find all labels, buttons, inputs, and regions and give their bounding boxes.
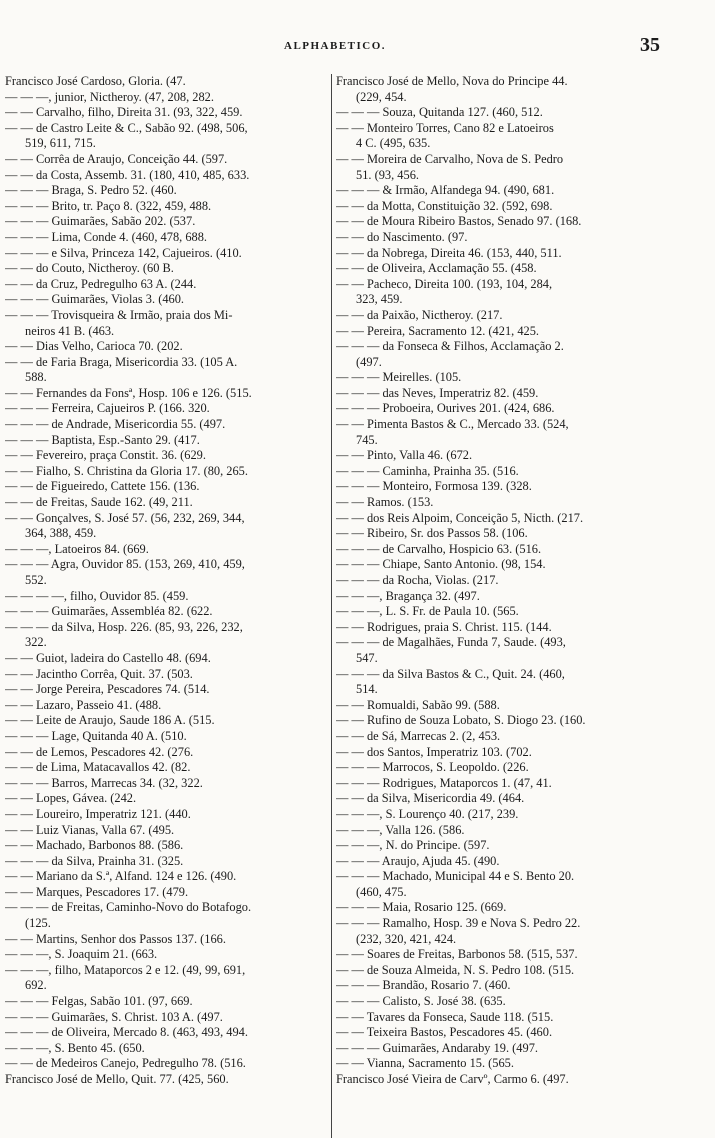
directory-entry-line: — — Gonçalves, S. José 57. (56, 232, 269, 344, [5,510,245,525]
directory-entry-line: — — — Rodrigues, Mataporcos 1. (47, 41. [336,775,552,790]
directory-entry-line: — — Ramos. (153. [336,495,434,510]
directory-entry-line: 4 C. (495, 635. [356,136,431,151]
directory-entry-line: — — — Trovisqueira & Irmão, praia dos Mi- [5,307,233,322]
directory-entry-line: — — Moreira de Carvalho, Nova de S. Pedro [336,151,564,166]
directory-entry-line: — — — Baptista, Esp.-Santo 29. (417. [5,432,200,447]
directory-entry-line: — — — Monteiro, Formosa 139. (328. [336,479,532,494]
directory-entry-line: — — de Figueiredo, Cattete 156. (136. [5,479,200,494]
directory-entry-line: — — — Guimarães, Sabão 202. (537. [5,214,196,229]
directory-entry-line: — — Romualdi, Sabão 99. (588. [336,697,500,712]
directory-entry-line: 588. [25,370,47,385]
directory-entry-line: — — da Paixão, Nictheroy. (217. [336,307,503,322]
directory-entry-line: — — — Meirelles. (105. [336,370,462,385]
directory-entry-line: 519, 611, 715. [25,136,96,151]
directory-entry-line: — — dos Santos, Imperatriz 103. (702. [336,744,532,759]
directory-entry-line: — — de Lemos, Pescadores 42. (276. [5,744,194,759]
directory-entry-line: 552. [25,573,47,587]
directory-entry-line: — — — Agra, Ouvidor 85. (153, 269, 410, 459, [5,557,245,572]
directory-entry-line: — — — da Silva, Hosp. 226. (85, 93, 226, 232, [5,619,243,634]
directory-entry-line: — — — da Rocha, Violas. (217. [336,573,499,587]
directory-entry-line: — — — Barros, Marrecas 34. (32, 322. [5,775,203,790]
directory-entry-line: — — Guiot, ladeira do Castello 48. (694. [5,650,211,665]
directory-entry-line: — — da Cruz, Pedregulho 63 A. (244. [5,276,197,291]
directory-entry-line: — — Luiz Vianas, Valla 67. (495. [5,822,175,837]
directory-entry-line: — — — Caminha, Prainha 35. (516. [336,463,519,478]
directory-entry-line: (125. [25,916,51,931]
directory-entry-line: — — do Nascimento. (97. [336,229,468,244]
directory-entry-line: — — da Silva, Misericordia 49. (464. [336,791,525,806]
directory-entry-line: Francisco José Cardoso, Gloria. (47. [5,74,186,88]
directory-entry-line: — — —, filho, Mataporcos 2 e 12. (49, 99, 691, [5,962,246,977]
directory-entry-line: — — Jorge Pereira, Pescadores 74. (514. [5,682,210,697]
directory-entry-line: — — do Couto, Nictheroy. (60 B. [5,261,174,276]
directory-entry-line: — — Pinto, Valla 46. (672. [336,448,473,463]
directory-entry-line: — — —, S. Lourenço 40. (217, 239. [336,806,519,821]
directory-entry-line: — — Teixeira Bastos, Pescadores 45. (460. [336,1025,553,1040]
directory-entry-line: 692. [25,978,47,993]
directory-entry-line: — — dos Reis Alpoim, Conceição 5, Nicth. (217. [336,510,584,525]
directory-entry-line: — — — Ferreira, Cajueiros P. (166. 320. [5,401,210,416]
directory-entry-line: — — Fevereiro, praça Constit. 36. (629. [5,448,206,463]
directory-entry-line: 547. [356,650,378,665]
directory-entry-line: (460, 475. [356,884,407,899]
directory-entry-line: — — de Oliveira, Acclamação 55. (458. [336,261,537,276]
directory-entry-line: — — Fernandes da Fonsª, Hosp. 106 e 126. (515. [5,385,252,400]
directory-entry-line: — — — —, filho, Ouvidor 85. (459. [5,588,189,603]
directory-entry-line: — — Loureiro, Imperatriz 121. (440. [5,806,191,821]
directory-entry-line: — — — Machado, Municipal 44 e S. Bento 20. [336,869,575,884]
directory-entry-line: — — — de Freitas, Caminho-Novo do Botafogo. [5,900,252,915]
directory-entry-line: 51. (93, 456. [356,167,419,182]
directory-entry-line: — — de Freitas, Saude 162. (49, 211. [5,495,193,510]
directory-entry-line: — — de Castro Leite & C., Sabão 92. (498, 506, [5,120,248,135]
directory-entry-line: 364, 388, 459. [25,526,97,541]
directory-entry-line: Francisco José de Mello, Quit. 77. (425, 560. [5,1072,229,1086]
directory-entry-line: — — —, L. S. Fr. de Paula 10. (565. [336,604,519,619]
directory-entry-line: 514. [356,682,378,697]
directory-entry-line: — — Lopes, Gávea. (242. [5,791,137,806]
directory-entry-line: 745. [356,432,378,447]
directory-entry-line: — — — Guimarães, S. Christ. 103 A. (497. [5,1009,223,1024]
directory-entry-line: — — —, junior, Nictheroy. (47, 208, 282. [5,89,214,104]
directory-entry-line: (497. [356,354,382,369]
directory-entry-line: — — — da Silva Bastos & C., Quit. 24. (460, [336,666,565,681]
directory-entry-line: — — — Brandão, Rosario 7. (460. [336,978,511,993]
directory-entry-line: — — — Brito, tr. Paço 8. (322, 459, 488. [5,198,212,213]
directory-entry-line: — — Soares de Freitas, Barbonos 58. (515, 537. [336,947,578,962]
directory-entry-line: — — Mariano da S.ª, Alfand. 124 e 126. (490. [5,869,237,884]
directory-entry-line: — — da Costa, Assemb. 31. (180, 410, 485, 633. [5,167,250,182]
directory-entry-line: — — de Souza Almeida, N. S. Pedro 108. (515. [336,962,575,977]
directory-entry-line: (232, 320, 421, 424. [356,931,457,946]
page-header [0,34,715,64]
directory-entry-line: — — —, S. Joaquim 21. (663. [5,947,158,962]
directory-entry-line: — — — Marrocos, S. Leopoldo. (226. [336,760,529,775]
directory-entry-line: — — — da Fonseca & Filhos, Acclamação 2. [336,339,564,354]
column-divider [331,74,332,1138]
directory-entry-line: — — — de Carvalho, Hospicio 63. (516. [336,541,542,556]
directory-entry-line: — — — Guimarães, Assembléa 82. (622. [5,604,213,619]
directory-entry-line: (229, 454. [356,89,407,104]
directory-entry-line: — — — Guimarães, Violas 3. (460. [5,292,185,307]
directory-entry-line: — — — Souza, Quitanda 127. (460, 512. [336,105,543,120]
directory-entry-line: — — Leite de Araujo, Saude 186 A. (515. [5,713,215,728]
left-column [5,74,345,1138]
directory-entry-line: — — —, S. Bento 45. (650. [5,1040,145,1055]
directory-entry-line: — — Marques, Pescadores 17. (479. [5,884,189,899]
directory-entry-line: — — — Chiape, Santo Antonio. (98, 154. [336,557,546,572]
directory-entry-line: — — —, Latoeiros 84. (669. [5,541,149,556]
directory-entry-line: — — — Ramalho, Hosp. 39 e Nova S. Pedro 22. [336,916,581,931]
page-number: 35 [640,34,660,56]
directory-entry-line: — — Corrêa de Araujo, Conceição 44. (597. [5,151,228,166]
directory-entry-line: — — — Felgas, Sabão 101. (97, 669. [5,994,193,1009]
directory-entry-line: — — —, N. do Principe. (597. [336,838,490,853]
directory-entry-line: — — de Lima, Matacavallos 42. (82. [5,760,191,775]
right-column [336,74,711,1138]
directory-entry-line: — — da Motta, Constituição 32. (592, 698. [336,198,553,213]
directory-entry-line: — — — Lima, Conde 4. (460, 478, 688. [5,229,208,244]
directory-entry-line: 323, 459. [356,292,403,307]
directory-entry-line: — — — das Neves, Imperatriz 82. (459. [336,385,539,400]
running-title: ALPHABETICO. [284,40,387,52]
directory-entry-line: — — Vianna, Sacramento 15. (565. [336,1056,514,1071]
directory-entry-line: — — Tavares da Fonseca, Saude 118. (515. [336,1009,554,1024]
directory-entry-line: — — de Moura Ribeiro Bastos, Senado 97. (168. [336,214,582,229]
directory-entry-line: — — da Nobrega, Direita 46. (153, 440, 511. [336,245,562,260]
directory-entry-line: — — — Guimarães, Andaraby 19. (497. [336,1040,538,1055]
directory-entry-line: — — —, Bragança 32. (497. [336,588,480,603]
directory-entry-line: — — Pacheco, Direita 100. (193, 104, 284, [336,276,553,291]
directory-entry-line: — — de Medeiros Canejo, Pedregulho 78. (516. [5,1056,246,1071]
directory-entry-line: 322. [25,635,47,650]
directory-entry-line: — — Pereira, Sacramento 12. (421, 425. [336,323,540,338]
directory-entry-line: — — Lazaro, Passeio 41. (488. [5,697,162,712]
directory-entry-line: — — de Sá, Marrecas 2. (2, 453. [336,728,501,743]
directory-entry-line: — — Machado, Barbonos 88. (586. [5,838,184,853]
directory-entry-line: — — Jacintho Corrêa, Quit. 37. (503. [5,666,193,681]
directory-entry-line: — — — & Irmão, Alfandega 94. (490, 681. [336,183,555,198]
directory-entry-line: neiros 41 B. (463. [25,323,115,338]
directory-entry-line: Francisco José de Mello, Nova do Principe 44. [336,74,568,88]
directory-entry-line: — — Ribeiro, Sr. dos Passos 58. (106. [336,526,528,541]
directory-entry-line: — — — Maia, Rosario 125. (669. [336,900,507,915]
directory-entry-line: — — —, Valla 126. (586. [336,822,465,837]
directory-entry-line: — — — Calisto, S. José 38. (635. [336,994,506,1009]
directory-entry-line: Francisco José Vieira de Carvº, Carmo 6. (497. [336,1072,569,1086]
directory-entry-line: — — — Proboeira, Ourives 201. (424, 686. [336,401,555,416]
directory-entry-line: — — Rodrigues, praia S. Christ. 115. (144. [336,619,552,634]
directory-entry-line: — — Pimenta Bastos & C., Mercado 33. (524, [336,417,569,432]
directory-entry-line: — — Martins, Senhor dos Passos 137. (166. [5,931,226,946]
directory-entry-line: — — — de Oliveira, Mercado 8. (463, 493, 494. [5,1025,248,1040]
directory-entry-line: — — — de Andrade, Misericordia 55. (497. [5,417,226,432]
directory-entry-line: — — Monteiro Torres, Cano 82 e Latoeiros [336,120,554,135]
directory-entry-line: — — — Araujo, Ajuda 45. (490. [336,853,500,868]
directory-entry-line: — — Fialho, S. Christina da Gloria 17. (80, 265. [5,463,248,478]
directory-entry-line: — — Rufino de Souza Lobato, S. Diogo 23. (160. [336,713,586,728]
directory-entry-line: — — — e Silva, Princeza 142, Cajueiros. (410. [5,245,242,260]
directory-entry-line: — — Dias Velho, Carioca 70. (202. [5,339,183,354]
directory-entry-line: — — — da Silva, Prainha 31. (325. [5,853,184,868]
directory-entry-line: — — — Lage, Quitanda 40 A. (510. [5,728,187,743]
directory-entry-line: — — Carvalho, filho, Direita 31. (93, 322, 459. [5,105,243,120]
directory-entry-line: — — — Braga, S. Pedro 52. (460. [5,183,177,198]
directory-entry-line: — — — de Magalhães, Funda 7, Saude. (493, [336,635,566,650]
directory-entry-line: — — de Faria Braga, Misericordia 33. (105 A. [5,354,238,369]
